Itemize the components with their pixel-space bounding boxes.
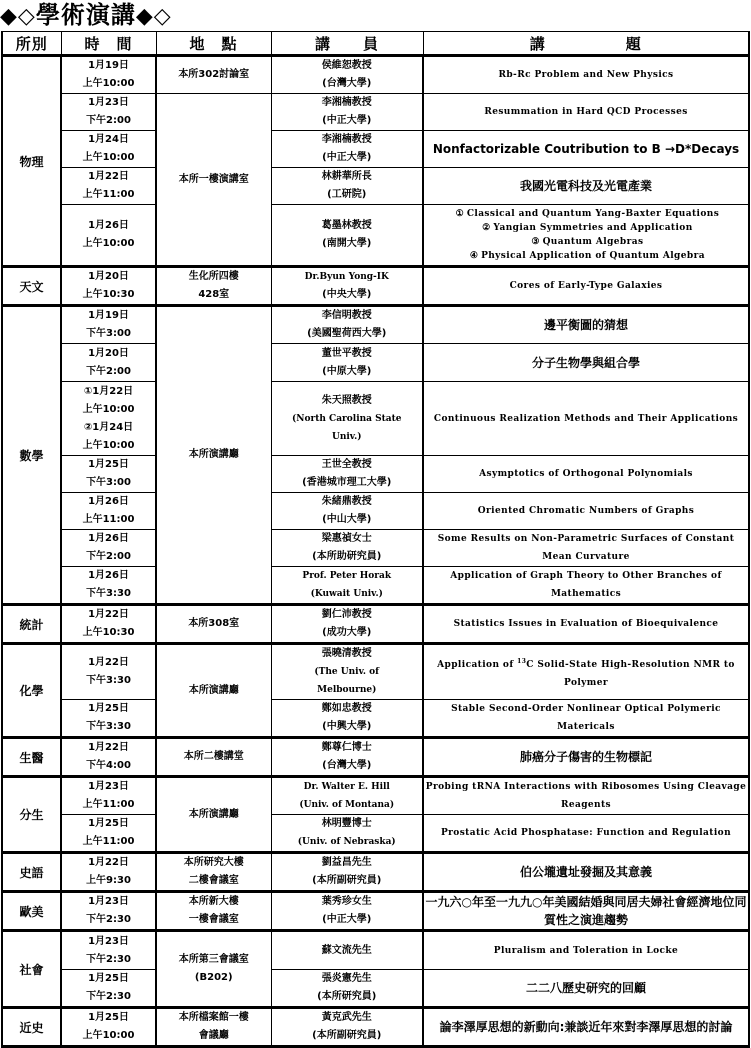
dept-label: 化學 (19, 684, 44, 698)
date-text: 1月26日 (88, 496, 129, 507)
speaker-name: Dr. Walter E. Hill (303, 782, 390, 792)
topic-cell (423, 931, 749, 970)
time-cell (61, 853, 156, 892)
place-cell (156, 644, 271, 738)
date-text: 1月22日 (88, 171, 129, 182)
speaker-cell (271, 530, 423, 567)
topic-item-text: Physical Application of Quantum Algebra (481, 251, 705, 261)
speaker-cell (271, 94, 423, 131)
speaker-cell (271, 493, 423, 530)
time-cell (61, 267, 156, 306)
time-text: 上午10:00 (82, 1030, 135, 1041)
dept-cell (2, 1008, 61, 1047)
topic-text: 分子生物學與組合學 (531, 355, 640, 370)
table-row (2, 530, 749, 567)
place-text: 本所演講廳 (188, 684, 239, 696)
table-row (2, 892, 749, 931)
topic-text: 邊平衡圖的猜想 (543, 318, 628, 332)
speaker-cell (271, 567, 423, 605)
topic-text: 二二八歷史研究的回顧 (525, 981, 646, 995)
speaker-cell (271, 605, 423, 644)
time-text: 上午10:00 (82, 152, 135, 163)
speaker-affiliation: Melbourne) (317, 685, 377, 695)
speaker-affiliation: (南開大學) (322, 238, 372, 249)
circled-number: ② (482, 223, 491, 233)
diamond-outline-icon: ◇ (17, 4, 36, 29)
time-cell (61, 567, 156, 605)
table-row (2, 493, 749, 530)
topic-text: Continuous Realization Methods and Their Applications (433, 413, 739, 424)
topic-cell (423, 306, 749, 344)
place-text: 428室 (198, 289, 230, 300)
topic-cell (423, 56, 749, 94)
dept-label: 數學 (19, 448, 44, 463)
time-text: 上午11:00 (82, 514, 135, 525)
place-text: 本所新大樓 (188, 896, 239, 907)
time-text: 上午10:00 (82, 78, 135, 89)
place-cell (156, 853, 271, 892)
topic-cell (423, 892, 749, 931)
speaker-name: 葉秀珍女生 (321, 896, 372, 907)
place-cell (156, 56, 271, 94)
time-text: 下午2:00 (86, 365, 131, 377)
topic-cell (423, 700, 749, 738)
dept-cell (2, 644, 61, 738)
topic-text: Statistics Issues in Evaluation of Bioequivalence (453, 619, 719, 629)
place-cell (156, 1008, 271, 1047)
time-cell (61, 493, 156, 530)
table-header-row (2, 32, 749, 56)
speaker-name: 張炎憲先生 (321, 973, 372, 984)
date-text: 1月26日 (88, 533, 129, 544)
topic-cell (423, 567, 749, 605)
dept-cell (2, 853, 61, 892)
table-row (2, 382, 749, 456)
topic-list-item (424, 207, 748, 221)
speaker-name: 黃克武先生 (321, 1012, 372, 1023)
date-text: 1月22日 (88, 609, 129, 620)
speaker-name: 劉益昌先生 (321, 857, 372, 868)
table-row (2, 738, 749, 777)
topic-cell (423, 853, 749, 892)
time-text: 下午3:30 (86, 721, 131, 732)
table-row (2, 168, 749, 205)
dept-label: 統計 (19, 617, 44, 632)
speaker-affiliation: (North Carolina State (291, 413, 402, 424)
table-body (2, 56, 749, 1047)
topic-cell (423, 168, 749, 205)
speaker-name: Prof. Peter Horak (302, 571, 392, 581)
speaker-name: 李湘楠教授 (321, 134, 372, 145)
dept-label: 社會 (19, 962, 44, 977)
time-cell (61, 777, 156, 815)
speaker-cell (271, 131, 423, 168)
topic-text: 肺癌分子傷害的生物標記 (519, 750, 652, 764)
time-cell (61, 456, 156, 493)
speaker-name: 鄭如忠教授 (321, 703, 372, 714)
table-row (2, 267, 749, 306)
time-cell (61, 306, 156, 344)
speaker-cell (271, 306, 423, 344)
time-cell (61, 815, 156, 853)
speaker-affiliation: (The Univ. of (314, 667, 380, 677)
table-row (2, 306, 749, 344)
speaker-affiliation: (美國聖荷西大學) (307, 328, 387, 339)
place-text: 本所演講廳 (188, 449, 239, 460)
date-text: 1月23日 (88, 896, 129, 907)
topic-cell (423, 456, 749, 493)
header-place: 地 點 (156, 32, 271, 56)
dept-cell (2, 892, 61, 931)
topic-pre: Application of (437, 659, 518, 670)
speaker-cell (271, 815, 423, 853)
topic-list-item (424, 249, 748, 263)
speaker-name: 葛墨林教授 (321, 220, 372, 231)
speaker-cell (271, 382, 423, 456)
topic-text: Rb-Rc Problem and New Physics (498, 70, 674, 80)
speaker-cell (271, 777, 423, 815)
speaker-affiliation: (成功大學) (322, 627, 372, 638)
table-row (2, 700, 749, 738)
speaker-cell (271, 700, 423, 738)
speaker-cell (271, 456, 423, 493)
place-text: 本所演講廳 (188, 808, 239, 820)
header-topic: 講 題 (423, 32, 749, 56)
topic-text: Asymptotics of Orthogonal Polynomials (479, 469, 693, 479)
topic-cell (423, 382, 749, 456)
time-text: 下午4:00 (86, 760, 131, 771)
speaker-affiliation: Univ.) (331, 431, 362, 442)
dept-cell (2, 306, 61, 605)
date-text: 1月19日 (88, 310, 129, 321)
speaker-cell (271, 56, 423, 94)
topic-cell (423, 205, 749, 267)
speaker-name: 朱天照教授 (321, 394, 372, 406)
speaker-affiliation: (工研院) (327, 189, 367, 200)
date-text: 1月23日 (88, 935, 129, 947)
place-text: 本所第三會議室 (178, 954, 249, 965)
place-cell (156, 931, 271, 1008)
diamond-filled-icon: ◆ (135, 4, 154, 29)
dept-cell (2, 267, 61, 306)
speaker-cell (271, 168, 423, 205)
speaker-cell (271, 892, 423, 931)
date-text: 1月19日 (88, 60, 129, 71)
topic-text: Application of Graph Theory to Other Branches of Mathematics (450, 571, 722, 599)
dept-label: 天文 (19, 279, 44, 294)
speaker-name: 董世平教授 (321, 347, 372, 359)
topic-list-item (424, 221, 748, 235)
time-text: 上午11:00 (82, 836, 135, 847)
time-cell (61, 205, 156, 267)
time-cell (61, 168, 156, 205)
date-text: 1月25日 (88, 703, 129, 714)
topic-cell (423, 344, 749, 382)
speaker-affiliation: (台灣大學) (322, 760, 372, 771)
topic-post: C Solid-State High-Resolution NMR to Polymer (526, 659, 735, 688)
speaker-name: 侯維恕教授 (321, 60, 372, 71)
speaker-affiliation: (中山大學) (322, 514, 372, 525)
place-cell (156, 777, 271, 853)
table-row (2, 205, 749, 267)
speaker-name: 王世全教授 (321, 459, 372, 470)
speaker-affiliation: (中正大學) (322, 152, 372, 163)
topic-list-item (424, 235, 748, 249)
topic-text: Cores of Early-Type Galaxies (509, 281, 663, 291)
speaker-affiliation: (中原大學) (322, 365, 372, 377)
speaker-cell (271, 970, 423, 1008)
time-text: 下午2:00 (86, 551, 131, 562)
speaker-name: Dr.Byun Yong-IK (304, 272, 389, 282)
time-cell (61, 700, 156, 738)
speaker-name: 鄭尊仁博士 (321, 742, 372, 753)
date-text: 1月25日 (88, 973, 129, 984)
speaker-name: 梁惠禎女士 (321, 533, 372, 544)
speaker-affiliation: (本所助研究員) (312, 551, 382, 562)
dept-label: 歐美 (19, 904, 44, 919)
speaker-cell (271, 853, 423, 892)
topic-cell (423, 605, 749, 644)
diamond-outline-icon: ◇ (153, 4, 172, 29)
date-text: 1月22日 (88, 742, 129, 753)
speaker-affiliation: (中正大學) (322, 914, 372, 925)
date-text: 1月25日 (88, 818, 129, 829)
time-cell (61, 131, 156, 168)
time-cell (61, 1008, 156, 1047)
time-cell (61, 644, 156, 700)
header-dept: 所別 (2, 32, 61, 56)
date-text: 1月22日 (88, 857, 129, 868)
dept-cell (2, 56, 61, 267)
date-time-line: 上午10:00 (82, 403, 135, 415)
dept-cell (2, 738, 61, 777)
speaker-affiliation: (中興大學) (322, 721, 372, 732)
circled-number: ④ (469, 251, 479, 261)
speaker-cell (271, 738, 423, 777)
table-row (2, 344, 749, 382)
time-text: 下午2:30 (86, 953, 131, 965)
topic-item-text: Classical and Quantum Yang-Baxter Equations (466, 209, 720, 219)
date-text: 1月25日 (88, 459, 129, 470)
time-text: 上午11:00 (82, 799, 135, 810)
date-text: 1月23日 (88, 97, 129, 108)
place-cell (156, 605, 271, 644)
topic-sup: 13 (517, 657, 527, 665)
place-cell (156, 94, 271, 267)
speaker-cell (271, 1008, 423, 1047)
speaker-name: 李信明教授 (321, 310, 372, 321)
date-text: 1月26日 (88, 220, 129, 231)
topic-list (424, 207, 748, 263)
speaker-name: 蘇文流先生 (321, 944, 372, 956)
topic-cell (423, 267, 749, 306)
page-title (0, 0, 172, 30)
table-row (2, 853, 749, 892)
topic-cell (423, 970, 749, 1008)
speaker-name: 李湘楠教授 (321, 97, 372, 108)
topic-text: Prostatic Acid Phosphatase: Function and Regulation (440, 828, 732, 838)
topic-text: Some Results on Non-Parametric Surfaces of Constant Mean Curvature (437, 534, 735, 562)
time-cell (61, 56, 156, 94)
date-text: 1月22日 (88, 657, 129, 668)
time-cell (61, 605, 156, 644)
table-row (2, 456, 749, 493)
place-cell (156, 267, 271, 306)
topic-cell (423, 815, 749, 853)
place-text: 本所一樓演講室 (178, 173, 249, 185)
lecture-schedule-table (1, 31, 750, 1048)
speaker-affiliation: (Kuwait Univ.) (310, 589, 383, 599)
speaker-affiliation: (Univ. of Montana) (299, 800, 395, 810)
table-row (2, 56, 749, 94)
speaker-name: 劉仁沛教授 (321, 609, 372, 620)
place-text: 生化所四樓 (188, 271, 239, 282)
speaker-name: 林明豐博士 (321, 818, 372, 829)
dept-label: 近史 (19, 1020, 44, 1035)
topic-text: Nonfactorizable Coutribution to B →D*Decays (432, 142, 740, 156)
speaker-name: 朱緒鼎教授 (321, 496, 372, 507)
time-cell (61, 738, 156, 777)
table-row (2, 970, 749, 1008)
time-text: 上午10:30 (82, 627, 135, 638)
table-row (2, 815, 749, 853)
date-time-line: ②1月24日 (83, 421, 134, 433)
speaker-cell (271, 344, 423, 382)
place-cell (156, 306, 271, 605)
table-row (2, 777, 749, 815)
time-cell (61, 382, 156, 456)
place-text: 本所308室 (188, 618, 240, 629)
speaker-cell (271, 205, 423, 267)
topic-text: 我國光電科技及光電產業 (519, 179, 652, 193)
topic-text: Stable Second-Order Nonlinear Optical Polymeric Matericals (451, 704, 721, 732)
time-text: 下午2:30 (86, 991, 131, 1002)
place-text: 會議廳 (198, 1030, 229, 1041)
time-text: 下午3:30 (86, 675, 131, 686)
time-cell (61, 970, 156, 1008)
speaker-affiliation: (香港城市理工大學) (302, 477, 392, 488)
place-cell (156, 892, 271, 931)
speaker-affiliation: (本所副研究員) (312, 1030, 382, 1041)
place-text: (B202) (194, 972, 233, 983)
date-time-line: ①1月22日 (83, 385, 134, 397)
time-cell (61, 94, 156, 131)
time-text: 上午10:00 (82, 238, 135, 249)
table-row (2, 567, 749, 605)
topic-cell (423, 530, 749, 567)
topic-cell (423, 738, 749, 777)
table-row (2, 931, 749, 970)
time-text: 上午9:30 (86, 875, 131, 886)
speaker-affiliation: (本所副研究員) (312, 875, 382, 886)
place-text: 本所檔案館一樓 (178, 1012, 249, 1023)
table-row (2, 94, 749, 131)
time-text: 下午2:00 (86, 115, 131, 126)
time-text: 下午3:30 (86, 588, 131, 599)
topic-cell (423, 644, 749, 700)
speaker-cell (271, 644, 423, 700)
dept-label: 分生 (19, 808, 44, 822)
date-text: 1月20日 (88, 271, 129, 282)
header-time: 時 間 (61, 32, 156, 56)
topic-item-text: Yangian Symmetries and Application (493, 223, 693, 233)
speaker-affiliation: (Univ. of Nebraska) (297, 837, 396, 847)
time-text: 下午3:00 (86, 477, 131, 488)
table-row (2, 605, 749, 644)
topic-text: Resummation in Hard QCD Processes (484, 107, 688, 117)
topic-text: 一九六○年至一九九○年美國結婚與同居夫婦社會經濟地位同質性之演進趨勢 (425, 895, 747, 927)
time-cell (61, 931, 156, 970)
date-text: 1月24日 (88, 134, 129, 145)
time-text: 下午3:00 (86, 328, 131, 339)
topic-cell (423, 777, 749, 815)
topic-text: Oriented Chromatic Numbers of Graphs (477, 506, 695, 516)
date-text: 1月26日 (88, 570, 129, 581)
speaker-affiliation: (中央大學) (322, 289, 372, 300)
time-text: 上午11:00 (82, 189, 135, 200)
table-row (2, 131, 749, 168)
place-text: 本所研究大樓 (183, 857, 244, 868)
dept-label: 生醫 (19, 750, 44, 765)
topic-text: Pluralism and Toleration in Locke (493, 945, 679, 956)
time-text: 上午10:30 (82, 289, 135, 300)
diamond-filled-icon: ◆ (0, 4, 18, 29)
dept-cell (2, 777, 61, 853)
date-text: 1月25日 (88, 1012, 129, 1023)
title-text: 學術演講 (35, 1, 136, 29)
dept-label: 史語 (19, 865, 44, 880)
header-speaker: 講 員 (271, 32, 423, 56)
topic-item-text: Quantum Algebras (542, 237, 644, 247)
dept-cell (2, 931, 61, 1008)
time-cell (61, 344, 156, 382)
time-cell (61, 892, 156, 931)
speaker-name: 林耕華所長 (321, 171, 372, 182)
place-cell (156, 738, 271, 777)
speaker-cell (271, 931, 423, 970)
date-text: 1月23日 (88, 781, 129, 792)
speaker-affiliation: (台灣大學) (322, 78, 372, 89)
topic-text: 論李澤厚思想的新動向:兼談近年來對李澤厚思想的討論 (439, 1020, 733, 1034)
table-row (2, 644, 749, 700)
place-text: 本所二樓講堂 (183, 751, 244, 762)
speaker-affiliation: (本所研究員) (317, 991, 377, 1002)
date-time-line: 上午10:00 (82, 439, 135, 451)
topic-cell (423, 1008, 749, 1047)
circled-number: ③ (531, 237, 540, 247)
topic-text: Probing tRNA Interactions with Ribosomes Using Cleavage Reagents (425, 782, 747, 810)
dept-cell (2, 605, 61, 644)
topic-cell (423, 131, 749, 168)
topic-text: 伯公壠遺址發掘及其意義 (519, 865, 652, 879)
place-text: 本所302討論室 (178, 69, 250, 80)
time-cell (61, 530, 156, 567)
topic-cell (423, 493, 749, 530)
place-text: 二樓會議室 (188, 875, 239, 886)
dept-label: 物理 (19, 154, 44, 169)
table-row (2, 1008, 749, 1047)
speaker-name: 張曉清教授 (321, 648, 372, 659)
place-text: 一樓會議室 (188, 914, 239, 925)
speaker-cell (271, 267, 423, 306)
topic-cell (423, 94, 749, 131)
time-text: 下午2:30 (86, 914, 131, 925)
speaker-affiliation: (中正大學) (322, 115, 372, 126)
date-text: 1月20日 (88, 347, 129, 359)
circled-number: ① (455, 209, 465, 219)
